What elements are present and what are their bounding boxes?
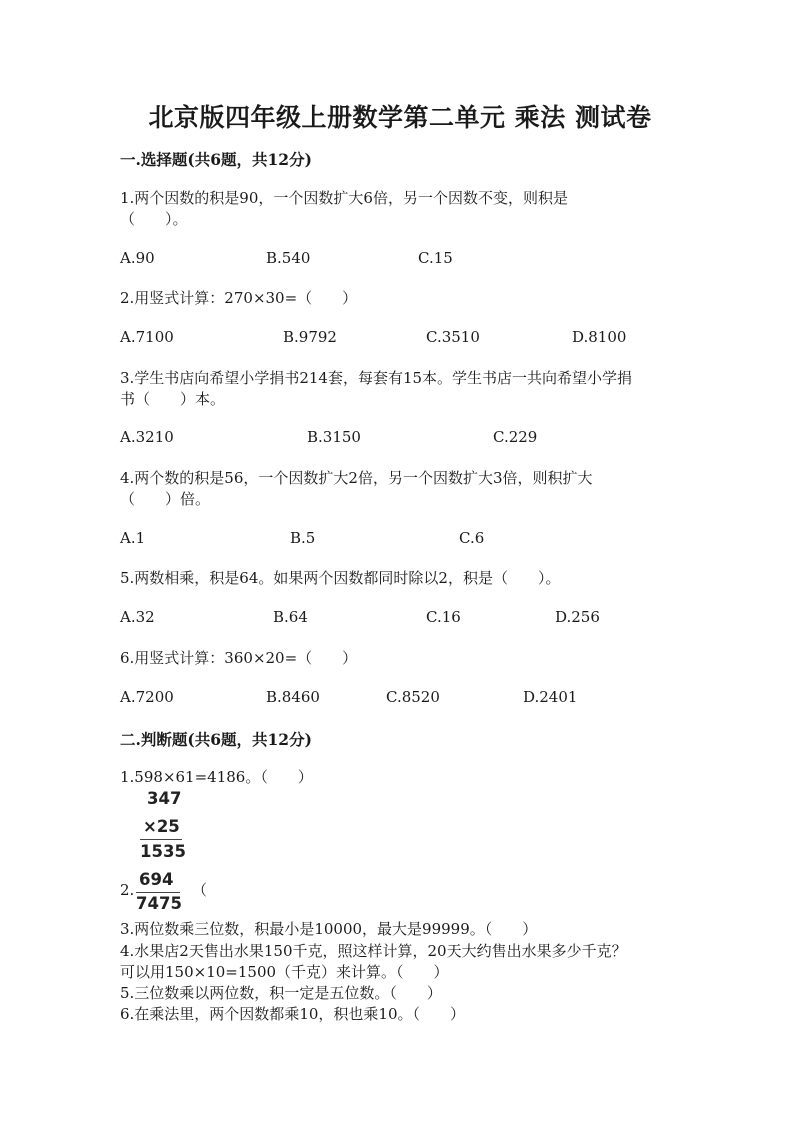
option-b[interactable]: B.540 <box>266 249 311 267</box>
question-text: 可以用150×10=1500（千克）来计算。（ ） <box>120 963 449 981</box>
option-a[interactable]: A.1 <box>120 529 146 547</box>
option-c[interactable]: C.3510 <box>426 328 480 346</box>
section-heading-judgement: 二.判断题(共6题，共12分) <box>120 730 312 749</box>
judgement-question-5: 5.三位数乘以两位数，积一定是五位数。（ ） <box>120 984 442 1002</box>
option-a[interactable]: A.3210 <box>120 428 174 446</box>
option-b[interactable]: B.3150 <box>307 428 361 446</box>
page-title: 北京版四年级上册数学第二单元 乘法 测试卷 <box>148 103 652 132</box>
question-text: 书（ ）本。 <box>120 390 226 408</box>
question-text: 6.用竖式计算：360×20=（ ） <box>120 649 358 667</box>
option-c[interactable]: C.16 <box>426 608 461 626</box>
option-b[interactable]: B.5 <box>290 529 316 547</box>
option-c[interactable]: C.15 <box>418 249 453 267</box>
question-text: 4.两个数的积是56，一个因数扩大2倍，另一个因数扩大3倍，则积扩大 <box>120 469 593 487</box>
judgement-question-3: 3.两位数乘三位数，积最小是10000，最大是99999。（ ） <box>120 920 538 938</box>
option-b[interactable]: B.8460 <box>266 688 320 706</box>
option-a[interactable]: A.7200 <box>120 688 174 706</box>
option-c[interactable]: C.229 <box>493 428 538 446</box>
question-paren: （ <box>192 881 208 899</box>
option-b[interactable]: B.64 <box>273 608 308 626</box>
question-text: （ ）倍。 <box>120 490 211 508</box>
question-text: 1.两个因数的积是90，一个因数扩大6倍，另一个因数不变，则积是 <box>120 189 568 207</box>
option-c[interactable]: C.6 <box>459 529 485 547</box>
judgement-question-6: 6.在乘法里，两个因数都乘10，积也乘10。（ ） <box>120 1005 465 1023</box>
option-c[interactable]: C.8520 <box>386 688 440 706</box>
option-a[interactable]: A.90 <box>120 249 155 267</box>
question-number: 2. <box>120 881 135 899</box>
question-text: 2.用竖式计算：270×30=（ ） <box>120 289 358 307</box>
option-d[interactable]: D.8100 <box>572 328 627 346</box>
calc-multiplier: ×25 <box>143 817 180 836</box>
question-text: （ ）。 <box>120 210 188 228</box>
calc-rule <box>136 892 180 893</box>
option-d[interactable]: D.256 <box>555 608 600 626</box>
question-text: 4.水果店2天售出水果150千克，照这样计算，20天大约售出水果多少千克？ <box>120 942 627 960</box>
option-a[interactable]: A.7100 <box>120 328 174 346</box>
question-text: 3.学生书店向希望小学捐书214套，每套有15本。学生书店一共向希望小学捐 <box>120 369 633 387</box>
calc-partial-product-2: 694 <box>139 870 174 889</box>
judgement-question-1: 1.598×61=4186。（ ） <box>120 768 313 786</box>
calc-result: 7475 <box>136 894 182 913</box>
calc-multiplicand: 347 <box>147 789 182 808</box>
option-a[interactable]: A.32 <box>120 608 155 626</box>
section-heading-choice: 一.选择题(共6题，共12分) <box>120 150 312 169</box>
calc-partial-product: 1535 <box>140 842 186 861</box>
option-b[interactable]: B.9792 <box>283 328 337 346</box>
calc-rule <box>140 839 182 840</box>
question-text: 5.两数相乘，积是64。如果两个因数都同时除以2，积是（ ）。 <box>120 569 561 587</box>
option-d[interactable]: D.2401 <box>523 688 578 706</box>
